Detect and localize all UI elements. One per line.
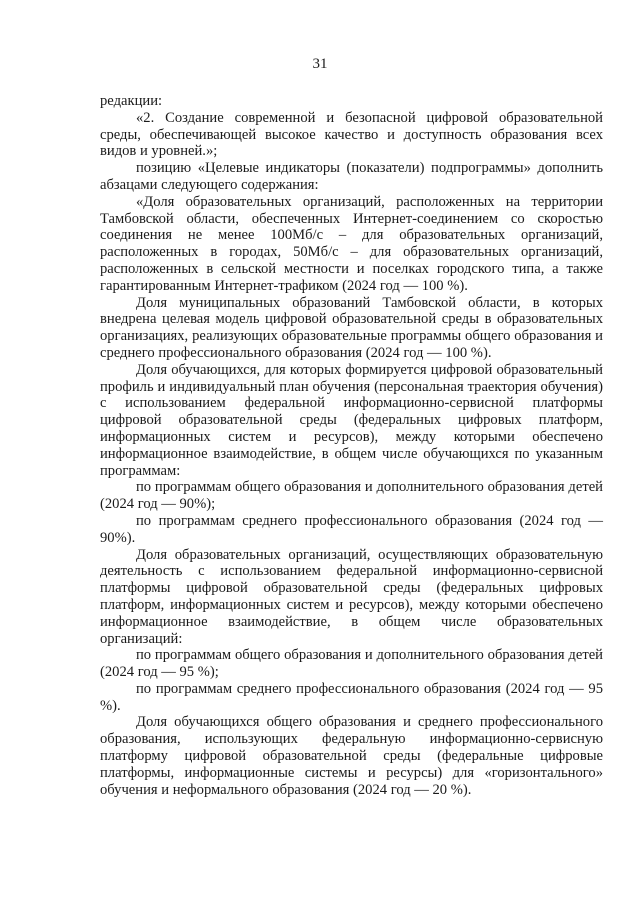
paragraph: Доля обучающихся, для которых формируется цифровой образовательный профиль и индивидуальный план обучения (персональная траектория обучения) с использованием федеральной информационно-сервисной платформы цифровой образовательной среды (федеральных цифровых платформ, информационных систем и ресурсов), между которыми обеспечено информационное взаимодействие, в общем числе обучающихся по указанным программам: [100, 361, 603, 479]
paragraph: по программам общего образования и дополнительного образования детей (2024 год — 95 %); [100, 647, 603, 681]
document-body [100, 93, 603, 798]
paragraph: «Доля образовательных организаций, расположенных на территории Тамбовской области, обеспеченных Интернет-соединением со скоростью соединения не менее 100Мб/с – для образовательных организаций, расположенных в городах, 50Мб/с – для образовательных организаций, расположенных в сельской местности и поселках городского типа, а также гарантированным Интернет-трафиком (2024 год — 100 %). [100, 193, 603, 294]
paragraph: «2. Создание современной и безопасной цифровой образовательной среды, обеспечивающей высокое качество и доступность образования всех видов и уровней.»; [100, 109, 603, 160]
paragraph: по программам среднего профессионального образования (2024 год — 95 %). [100, 680, 603, 714]
paragraph: редакции: [100, 93, 163, 109]
paragraph: Доля муниципальных образований Тамбовской области, в которых внедрена целевая модель цифровой образовательной среды в образовательных организациях, реализующих образовательные программы общего образования и среднего профессионального образования (2024 год — 100 %). [100, 294, 603, 361]
page-number: 31 [312, 56, 328, 72]
paragraph: по программам среднего профессионального образования (2024 год — 90%). [100, 512, 603, 546]
paragraph: по программам общего образования и дополнительного образования детей (2024 год — 90%); [100, 479, 603, 513]
paragraph: Доля образовательных организаций, осуществляющих образовательную деятельность с использованием федеральной информационно-сервисной платформы цифровой образовательной среды (федеральных цифровых платформ, информационных систем и ресурсов), между которыми обеспечено информационное взаимодействие, в общем числе образовательных организаций: [100, 546, 603, 647]
paragraph: позицию «Целевые индикаторы (показатели) подпрограммы» дополнить абзацами следующего содержания: [100, 160, 603, 193]
paragraph: Доля обучающихся общего образования и среднего профессионального образования, использующих федеральную информационно-сервисную платформу цифровой образовательной среды (федеральные цифровые платформы, информационные системы и ресурсы) для «горизонтального» обучения и неформального образования (2024 год — 20 %). [100, 714, 603, 798]
